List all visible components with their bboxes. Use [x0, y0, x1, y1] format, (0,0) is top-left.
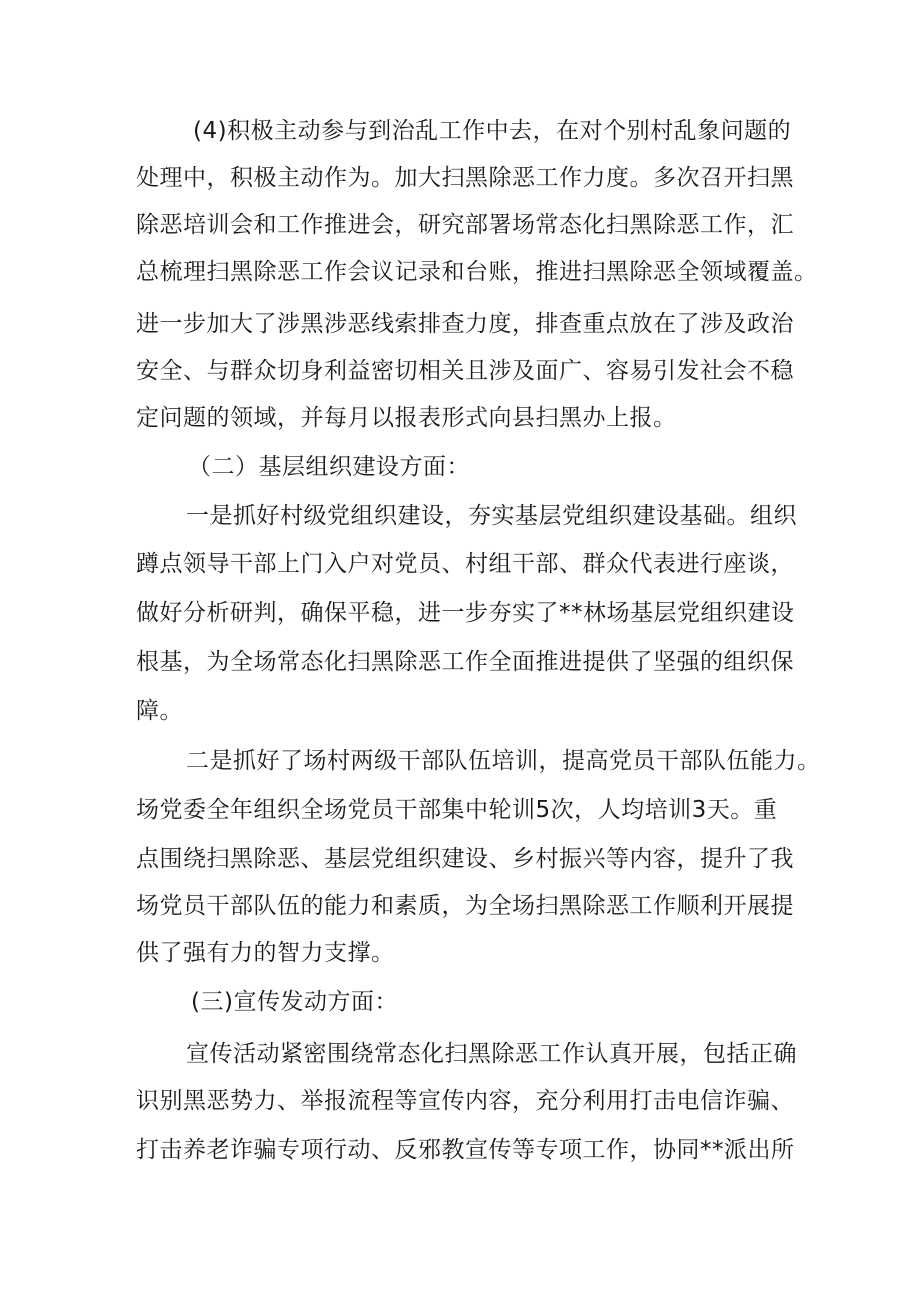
paragraph-line: 做好分析研判，确保平稳，进一步夯实了**林场基层党组织建设	[136, 600, 795, 626]
paragraph-line: 除恶培训会和工作推进会，研究部署场常态化扫黑除恶工作，汇	[136, 212, 794, 238]
paragraph-line: 识别黑恶势力、举报流程等宣传内容，充分利用打击电信诈骗、	[136, 1088, 794, 1114]
paragraph-line: 处理中，积极主动作为。加大扫黑除恶工作力度。多次召开扫黑	[136, 165, 794, 191]
paragraph-line: (4)积极主动参与到治乱工作中去，在对个别村乱象问题的	[193, 118, 792, 144]
paragraph-line: 供了强有力的智力支撑。	[136, 940, 395, 966]
paragraph-line: 障。	[136, 698, 183, 724]
section-heading: （二）基层组织建设方面：	[188, 454, 470, 480]
paragraph-line: 点围绕扫黑除恶、基层党组织建设、乡村振兴等内容，提升了我	[136, 846, 794, 872]
paragraph-line: 打击养老诈骗专项行动、反邪教宣传等专项工作，协同**派出所	[136, 1137, 795, 1163]
paragraph-line: 安全、与群众切身利益密切相关且涉及面广、容易引发社会不稳	[136, 358, 794, 384]
paragraph-line: 总梳理扫黑除恶工作会议记录和台账，推进扫黑除恶全领域覆盖。	[136, 259, 818, 285]
paragraph-line: 进一步加大了涉黑涉恶线索排查力度，排查重点放在了涉及政治	[136, 311, 794, 337]
paragraph-line: 根基，为全场常态化扫黑除恶工作全面推进提供了坚强的组织保	[136, 649, 794, 675]
section-heading: (三)宣传发动方面：	[191, 989, 398, 1015]
paragraph-line: 二是抓好了场村两级干部队伍培训，提高党员干部队伍能力。	[186, 748, 821, 774]
paragraph-line: 定问题的领域，并每月以报表形式向县扫黑办上报。	[136, 405, 677, 431]
paragraph-line: 场党委全年组织全场党员干部集中轮训5次，人均培训3天。重	[136, 797, 778, 823]
paragraph-line: 场党员干部队伍的能力和素质，为全场扫黑除恶工作顺利开展提	[136, 893, 794, 919]
paragraph-line: 一是抓好村级党组织建设，夯实基层党组织建设基础。组织	[186, 503, 797, 529]
paragraph-line: 蹲点领导干部上门入户对党员、村组干部、群众代表进行座谈，	[136, 551, 794, 577]
paragraph-line: 宣传活动紧密围绕常态化扫黑除恶工作认真开展，包括正确	[186, 1041, 797, 1067]
